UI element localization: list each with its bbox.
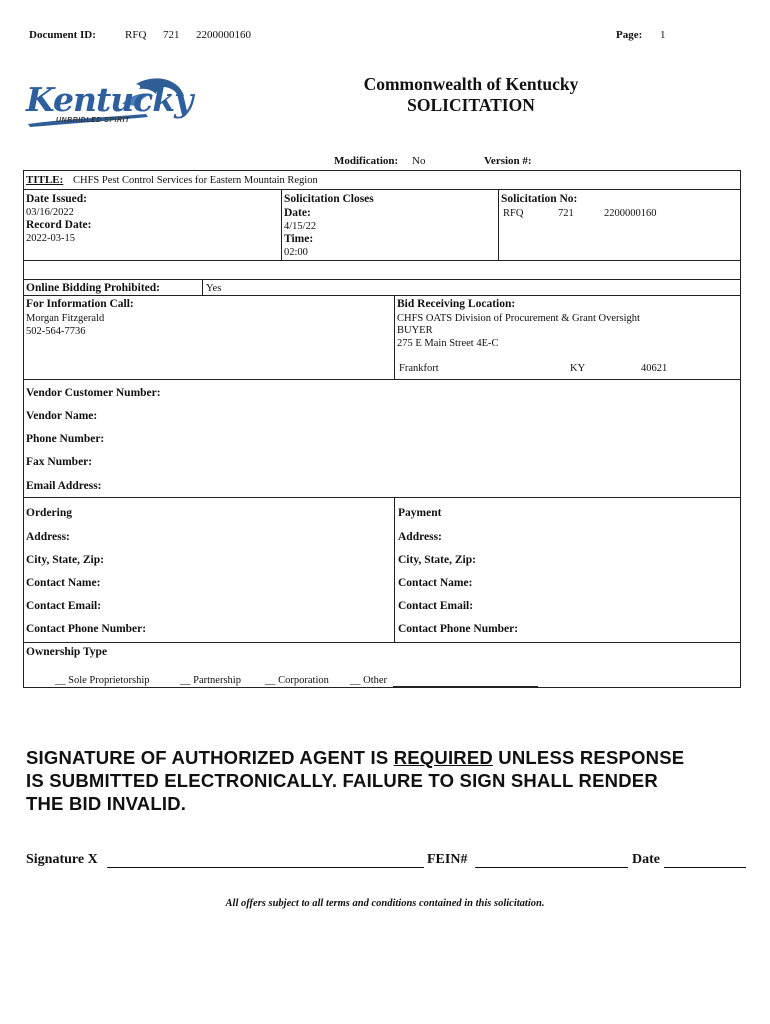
solicitation-number: 721 (558, 208, 574, 219)
vendor-fax-label: Fax Number: (26, 456, 93, 468)
vendor-name-label: Vendor Name: (26, 410, 98, 422)
row-divider (23, 379, 741, 380)
signature-notice (26, 746, 746, 815)
footer-note: All offers subject to all terms and conditions contained in this solicitation. (225, 898, 545, 909)
form-border-right (740, 170, 741, 688)
solicitation-number-label: Solicitation No: (501, 193, 578, 205)
date-label: Date (632, 852, 660, 867)
date-field[interactable] (664, 867, 746, 868)
record-date-value: 2022-03-15 (26, 233, 75, 244)
bid-location-label: Bid Receiving Location: (397, 298, 516, 310)
fein-label: FEIN# (427, 852, 468, 867)
solicitation-title-value: CHFS Pest Control Services for Eastern Mountain Region (73, 175, 318, 186)
ownership-other-option[interactable]: __ Other (350, 675, 388, 686)
record-date-label: Record Date: (26, 219, 92, 231)
closes-date-value: 4/15/22 (284, 221, 317, 232)
ordering-contact-name-label: Contact Name: (26, 577, 101, 589)
ownership-sole-option[interactable]: __ Sole Proprietorship (55, 675, 150, 686)
ordering-city-label: City, State, Zip: (26, 554, 104, 566)
document-id-label: Document ID: (29, 29, 96, 41)
modification-label: Modification: (334, 155, 399, 167)
online-bidding-label: Online Bidding Prohibited: (26, 282, 160, 294)
ordering-contact-email-label: Contact Email: (26, 600, 102, 612)
row-divider (23, 642, 741, 643)
solicitation-code: 2200000160 (604, 208, 657, 219)
bid-location-city: Frankfort (399, 363, 439, 374)
page-number: 1 (660, 29, 666, 41)
solicitation-title-label: TITLE: (26, 174, 64, 186)
kentucky-logo (26, 74, 193, 134)
page-label: Page: (616, 29, 643, 41)
signature-notice-line3: THE BID INVALID. (26, 793, 187, 814)
document-number: 721 (163, 29, 180, 41)
document-type: RFQ (125, 29, 147, 41)
column-divider (394, 295, 395, 379)
information-call-phone: 502-564-7736 (26, 326, 86, 337)
closes-date-label: Date: (284, 207, 311, 219)
logo-wordmark: Kentucky (26, 80, 193, 119)
ownership-corporation-option[interactable]: __ Corporation (265, 675, 329, 686)
bid-location-line1: CHFS OATS Division of Procurement & Grant Oversight (397, 313, 640, 324)
ownership-heading: Ownership Type (26, 646, 108, 658)
logo-tagline: UNBRIDLED SPIRIT (56, 117, 130, 124)
row-divider (23, 279, 741, 280)
date-issued-label: Date Issued: (26, 193, 88, 205)
row-divider (23, 295, 741, 296)
signature-notice-line2: IS SUBMITTED ELECTRONICALLY. FAILURE TO SIGN SHALL RENDER (26, 770, 658, 791)
signature-label: Signature X (26, 852, 98, 867)
closes-time-value: 02:00 (284, 247, 308, 258)
vendor-phone-label: Phone Number: (26, 433, 105, 445)
bid-location-line2: BUYER (397, 325, 433, 336)
online-bidding-value: Yes (206, 283, 222, 294)
fein-field[interactable] (475, 867, 628, 868)
closes-time-label: Time: (284, 233, 314, 245)
form-border-left (23, 170, 24, 688)
vendor-customer-number-label: Vendor Customer Number: (26, 387, 161, 399)
version-label: Version #: (484, 155, 532, 167)
ownership-partnership-option[interactable]: __ Partnership (180, 675, 241, 686)
payment-contact-name-label: Contact Name: (398, 577, 473, 589)
column-divider (202, 279, 203, 295)
column-divider (498, 189, 499, 260)
payment-heading: Payment (398, 507, 442, 519)
ownership-other-line[interactable] (393, 686, 538, 687)
row-divider (23, 189, 741, 190)
column-divider (394, 497, 395, 642)
date-issued-value: 03/16/2022 (26, 207, 74, 218)
form-border-top (23, 170, 741, 171)
document-code: 2200000160 (196, 29, 251, 41)
payment-contact-phone-label: Contact Phone Number: (398, 623, 519, 635)
bid-location-zip: 40621 (641, 363, 668, 374)
row-divider (23, 497, 741, 498)
signature-field[interactable] (107, 867, 424, 868)
column-divider (281, 189, 282, 260)
form-border-bottom (23, 687, 741, 688)
ordering-address-label: Address: (26, 531, 70, 543)
ordering-contact-phone-label: Contact Phone Number: (26, 623, 147, 635)
modification-value: No (412, 155, 426, 167)
vendor-email-label: Email Address: (26, 480, 102, 492)
ordering-heading: Ordering (26, 507, 72, 519)
payment-city-label: City, State, Zip: (398, 554, 476, 566)
signature-notice-required: REQUIRED (393, 747, 493, 768)
solicitation-closes-label: Solicitation Closes (284, 193, 374, 205)
payment-address-label: Address: (398, 531, 442, 543)
page-title: Commonwealth of Kentucky (363, 74, 579, 94)
information-call-name: Morgan Fitzgerald (26, 313, 105, 324)
bid-location-state: KY (570, 363, 586, 374)
payment-contact-email-label: Contact Email: (398, 600, 474, 612)
information-call-label: For Information Call: (26, 298, 134, 310)
signature-notice-part1: SIGNATURE OF AUTHORIZED AGENT IS (26, 747, 394, 768)
solicitation-type: RFQ (503, 208, 524, 219)
row-divider (23, 260, 741, 261)
page-subtitle: SOLICITATION (407, 95, 535, 115)
bid-location-line3: 275 E Main Street 4E-C (397, 338, 499, 349)
signature-notice-part2: UNLESS RESPONSE (492, 747, 685, 768)
